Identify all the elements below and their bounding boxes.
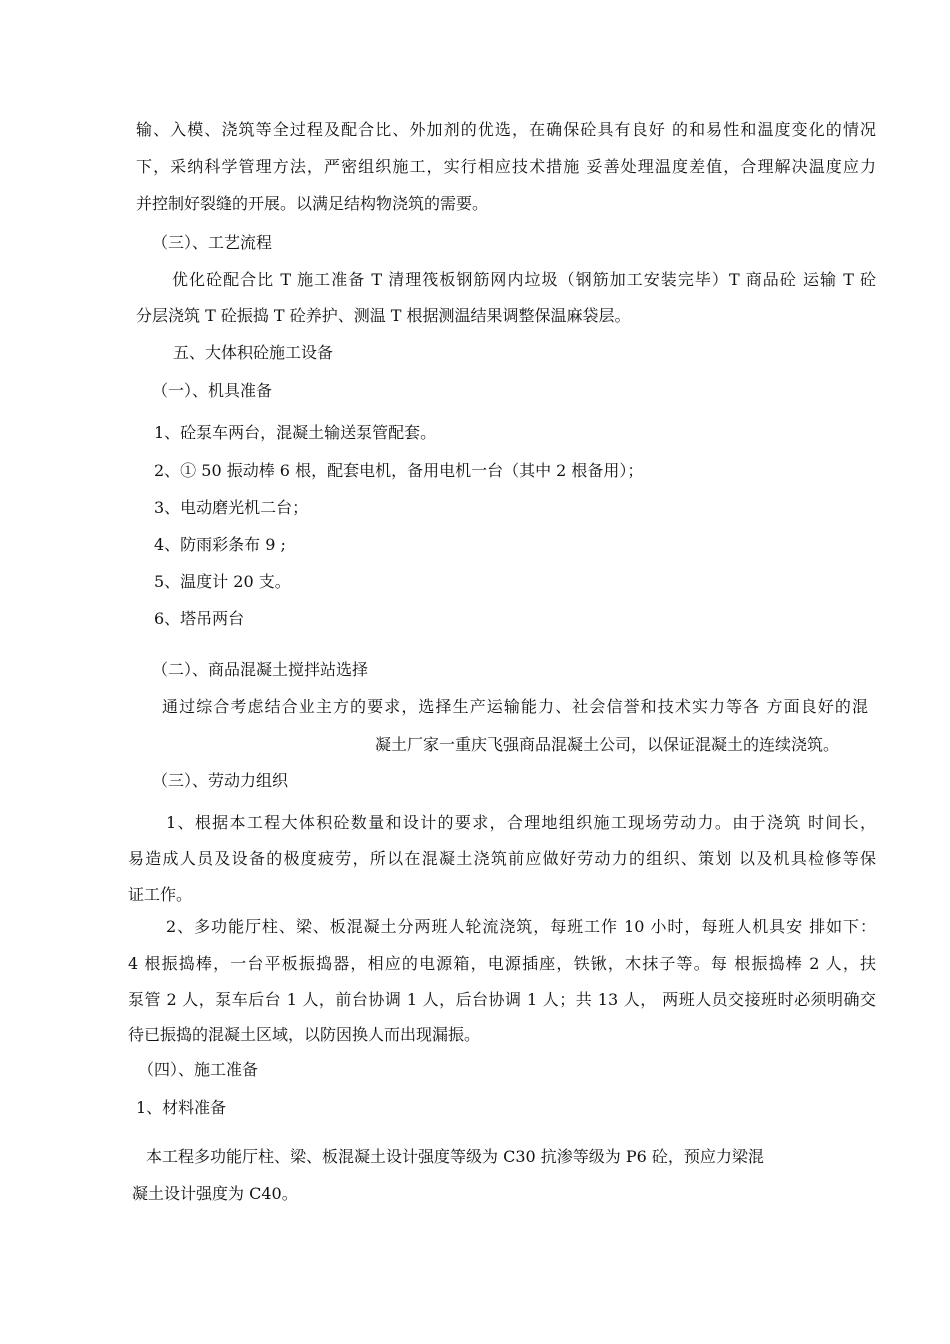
labor-p2-line-3: 泵管 2 人，泵车后台 1 人，前台协调 1 人，后台协调 1 人；共 13 人， 两班人员交接班时必须明确交: [128, 990, 876, 1009]
machine-item-6: 6、塔吊两台: [154, 609, 245, 628]
prep-line-1: 本工程多功能厅柱、梁、板混凝土设计强度等级为 C30 抗渗等级为 P6 砼，预应力梁混: [146, 1147, 764, 1166]
prep-heading: （四）、施工准备: [138, 1060, 259, 1079]
machine-item-1: 1、砼泵车两台，混凝土输送泵管配套。: [154, 423, 437, 442]
labor-p1-line-2: 易造成人员及设备的极度疲劳，所以在混凝土浇筑前应做好劳动力的组织、策划 以及机具检修等保: [128, 849, 876, 868]
labor-p1-line-3: 证工作。: [128, 885, 193, 904]
prep-item-1: 1、材料准备: [136, 1098, 227, 1117]
intro-line-1: 输、入模、浇筑等全过程及配合比、外加剂的优选，在确保砼具有良好 的和易性和温度变化的情况: [136, 120, 876, 139]
prep-line-2: 凝土设计强度为 C40。: [132, 1184, 298, 1203]
intro-line-2: 下，采纳科学管理方法，严密组织施工，实行相应技术措施 妥善处理温度差值，合理解决温度应力: [136, 157, 876, 176]
labor-p1-line-1: 1、根据本工程大体积砼数量和设计的要求，合理地组织施工现场劳动力。由于浇筑 时间长，: [166, 813, 876, 832]
labor-p2-line-2: 4 根振捣棒，一台平板振捣器，相应的电源箱，电源插座，铁锹，木抹子等。每 根振捣棒 2 人，扶: [128, 954, 876, 973]
labor-p2-line-4: 待已振捣的混凝土区域，以防因换人而出现漏振。: [128, 1025, 481, 1044]
station-line-2: 凝土厂家一重庆飞强商品混凝土公司，以保证混凝土的连续浇筑。: [375, 735, 840, 754]
equipment-heading: 五、大体积砼施工设备: [173, 343, 334, 362]
station-line-1: 通过综合考虑结合业主方的要求，选择生产运输能力、社会信誉和技术实力等各 方面良好的混: [162, 697, 868, 716]
machine-item-3: 3、电动磨光机二台；: [154, 498, 309, 517]
process-line-1: 优化砼配合比 T 施工准备 T 清理筏板钢筋网内垃圾（钢筋加工安装完毕）T 商品砼 运输 T 砼: [172, 270, 876, 289]
process-line-2: 分层浇筑 T 砼振捣 T 砼养护、测温 T 根据测温结果调整保温麻袋层。: [136, 306, 631, 325]
machine-item-2: 2、① 50 振动棒 6 根，配套电机，备用电机一台（其中 2 根备用）；: [154, 461, 644, 480]
machine-item-4: 4、防雨彩条布 9 ;: [154, 535, 286, 554]
labor-heading: （三）、劳动力组织: [152, 771, 289, 790]
intro-line-3: 并控制好裂缝的开展。以满足结构物浇筑的需要。: [136, 194, 489, 213]
process-heading: （三）、工艺流程: [152, 233, 273, 252]
machines-heading: （一）、机具准备: [152, 381, 273, 400]
machine-item-5: 5、温度计 20 支。: [154, 572, 291, 591]
labor-p2-line-1: 2、多功能厅柱、梁、板混凝土分两班人轮流浇筑，每班工作 10 小时，每班人机具安 排如下：: [166, 917, 876, 936]
station-heading: （二）、商品混凝土搅拌站选择: [152, 660, 369, 679]
